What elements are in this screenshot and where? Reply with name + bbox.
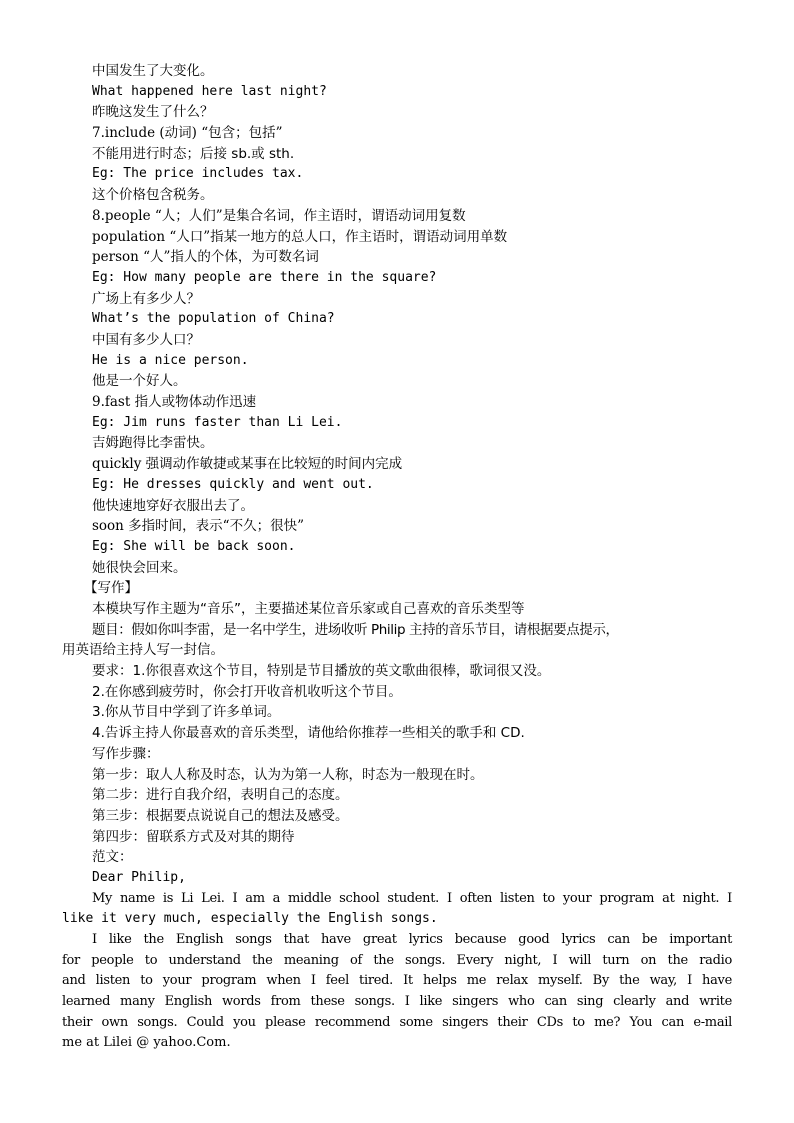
vocab-heading-people: 8.people “人；人们”是集合名词，作主语时，谓语动词用复数 (92, 208, 466, 224)
text-line: 他快速地穿好衣服出去了。 (92, 498, 254, 514)
example-line: Eg: She will be back soon. (92, 539, 296, 554)
letter-paragraph-line: I like the English songs that have great lyrics because good lyrics can be important (92, 932, 732, 947)
text-line: 她很快会回来。 (92, 560, 187, 576)
letter-paragraph-line: me at Lilei @ yahoo.Com. (62, 1035, 231, 1050)
text-line: 要求：1.你很喜欢这个节目，特别是节目播放的英文歌曲很棒，歌词很又没。 (92, 663, 551, 679)
text-line: 本模块写作主题为“音乐”，主要描述某位音乐家或自己喜欢的音乐类型等 (92, 601, 525, 617)
text-line: 中国有多少人口？ (92, 332, 200, 348)
letter-salutation: Dear Philip, (92, 870, 186, 885)
vocab-heading-fast: 9.fast 指人或物体动作迅速 (92, 394, 257, 410)
text-line: What happened here last night? (92, 84, 327, 99)
letter-paragraph-line: like it very much, especially the English songs. (62, 911, 438, 926)
text-line: 广场上有多少人？ (92, 291, 200, 307)
example-line: He is a nice person. (92, 353, 249, 368)
text-line: 昨晚这发生了什么？ (92, 104, 214, 120)
text-line: 范文： (92, 849, 133, 865)
letter-paragraph-line: and listen to your program when I feel tired. It helps me relax myself. By the way, I have (62, 973, 732, 988)
text-line: 3.你从节目中学到了许多单词。 (92, 704, 281, 720)
text-line: 第三步：根据要点说说自己的想法及感受。 (92, 808, 349, 824)
letter-paragraph-line: My name is Li Lei. I am a middle school student. I often listen to your program at night. I (92, 891, 732, 906)
text-line: 写作步骤： (92, 746, 160, 762)
text-line: 这个价格包含税务。 (92, 187, 214, 203)
text-line: 2.在你感到疲劳时，你会打开收音机收听这个节目。 (92, 684, 402, 700)
text-line: 第一步：取人人称及时态，认为为第一人称，时态为一般现在时。 (92, 767, 484, 783)
example-line: Eg: The price includes tax. (92, 166, 304, 181)
letter-paragraph-line: learned many English words from these songs. I like singers who can sing clearly and write (62, 994, 732, 1009)
text-line: 4.告诉主持人你最喜欢的音乐类型，请他给你推荐一些相关的歌手和 CD. (92, 725, 525, 741)
text-line: quickly 强调动作敏捷或某事在比较短的时间内完成 (92, 456, 403, 472)
letter-paragraph-line: for people to understand the meaning of the songs. Every night, I will turn on the radio (62, 953, 732, 968)
vocab-heading-include: 7.include (动词) “包含；包括” (92, 125, 283, 141)
text-line: 用英语给主持人写一封信。 (62, 642, 224, 658)
example-line: Eg: Jim runs faster than Li Lei. (92, 415, 343, 430)
example-line: Eg: How many people are there in the square? (92, 270, 437, 285)
text-line: 吉姆跑得比李雷快。 (92, 435, 214, 451)
text-line: 第四步：留联系方式及对其的期待 (92, 829, 295, 845)
text-line: 他是一个好人。 (92, 373, 187, 389)
text-line: 中国发生了大变化。 (92, 63, 214, 79)
text-line: 不能用进行时态；后接 sb.或 sth. (92, 146, 295, 162)
text-line: 题目：假如你叫李雷，是一名中学生，进场收听 Philip 主持的音乐节目，请根据要点提示， (92, 622, 619, 638)
example-line: What’s the population of China? (92, 311, 335, 326)
example-line: Eg: He dresses quickly and went out. (92, 477, 374, 492)
letter-paragraph-line: their own songs. Could you please recommend some singers their CDs to me? You can e-mail (62, 1015, 732, 1030)
text-line: 第二步：进行自我介绍，表明自己的态度。 (92, 787, 349, 803)
text-line: soon 多指时间，表示“不久；很快” (92, 518, 304, 534)
text-line: person “人”指人的个体，为可数名词 (92, 249, 319, 265)
section-heading-writing: 【写作】 (84, 580, 138, 596)
text-line: population “人口”指某一地方的总人口，作主语时，谓语动词用单数 (92, 229, 508, 245)
